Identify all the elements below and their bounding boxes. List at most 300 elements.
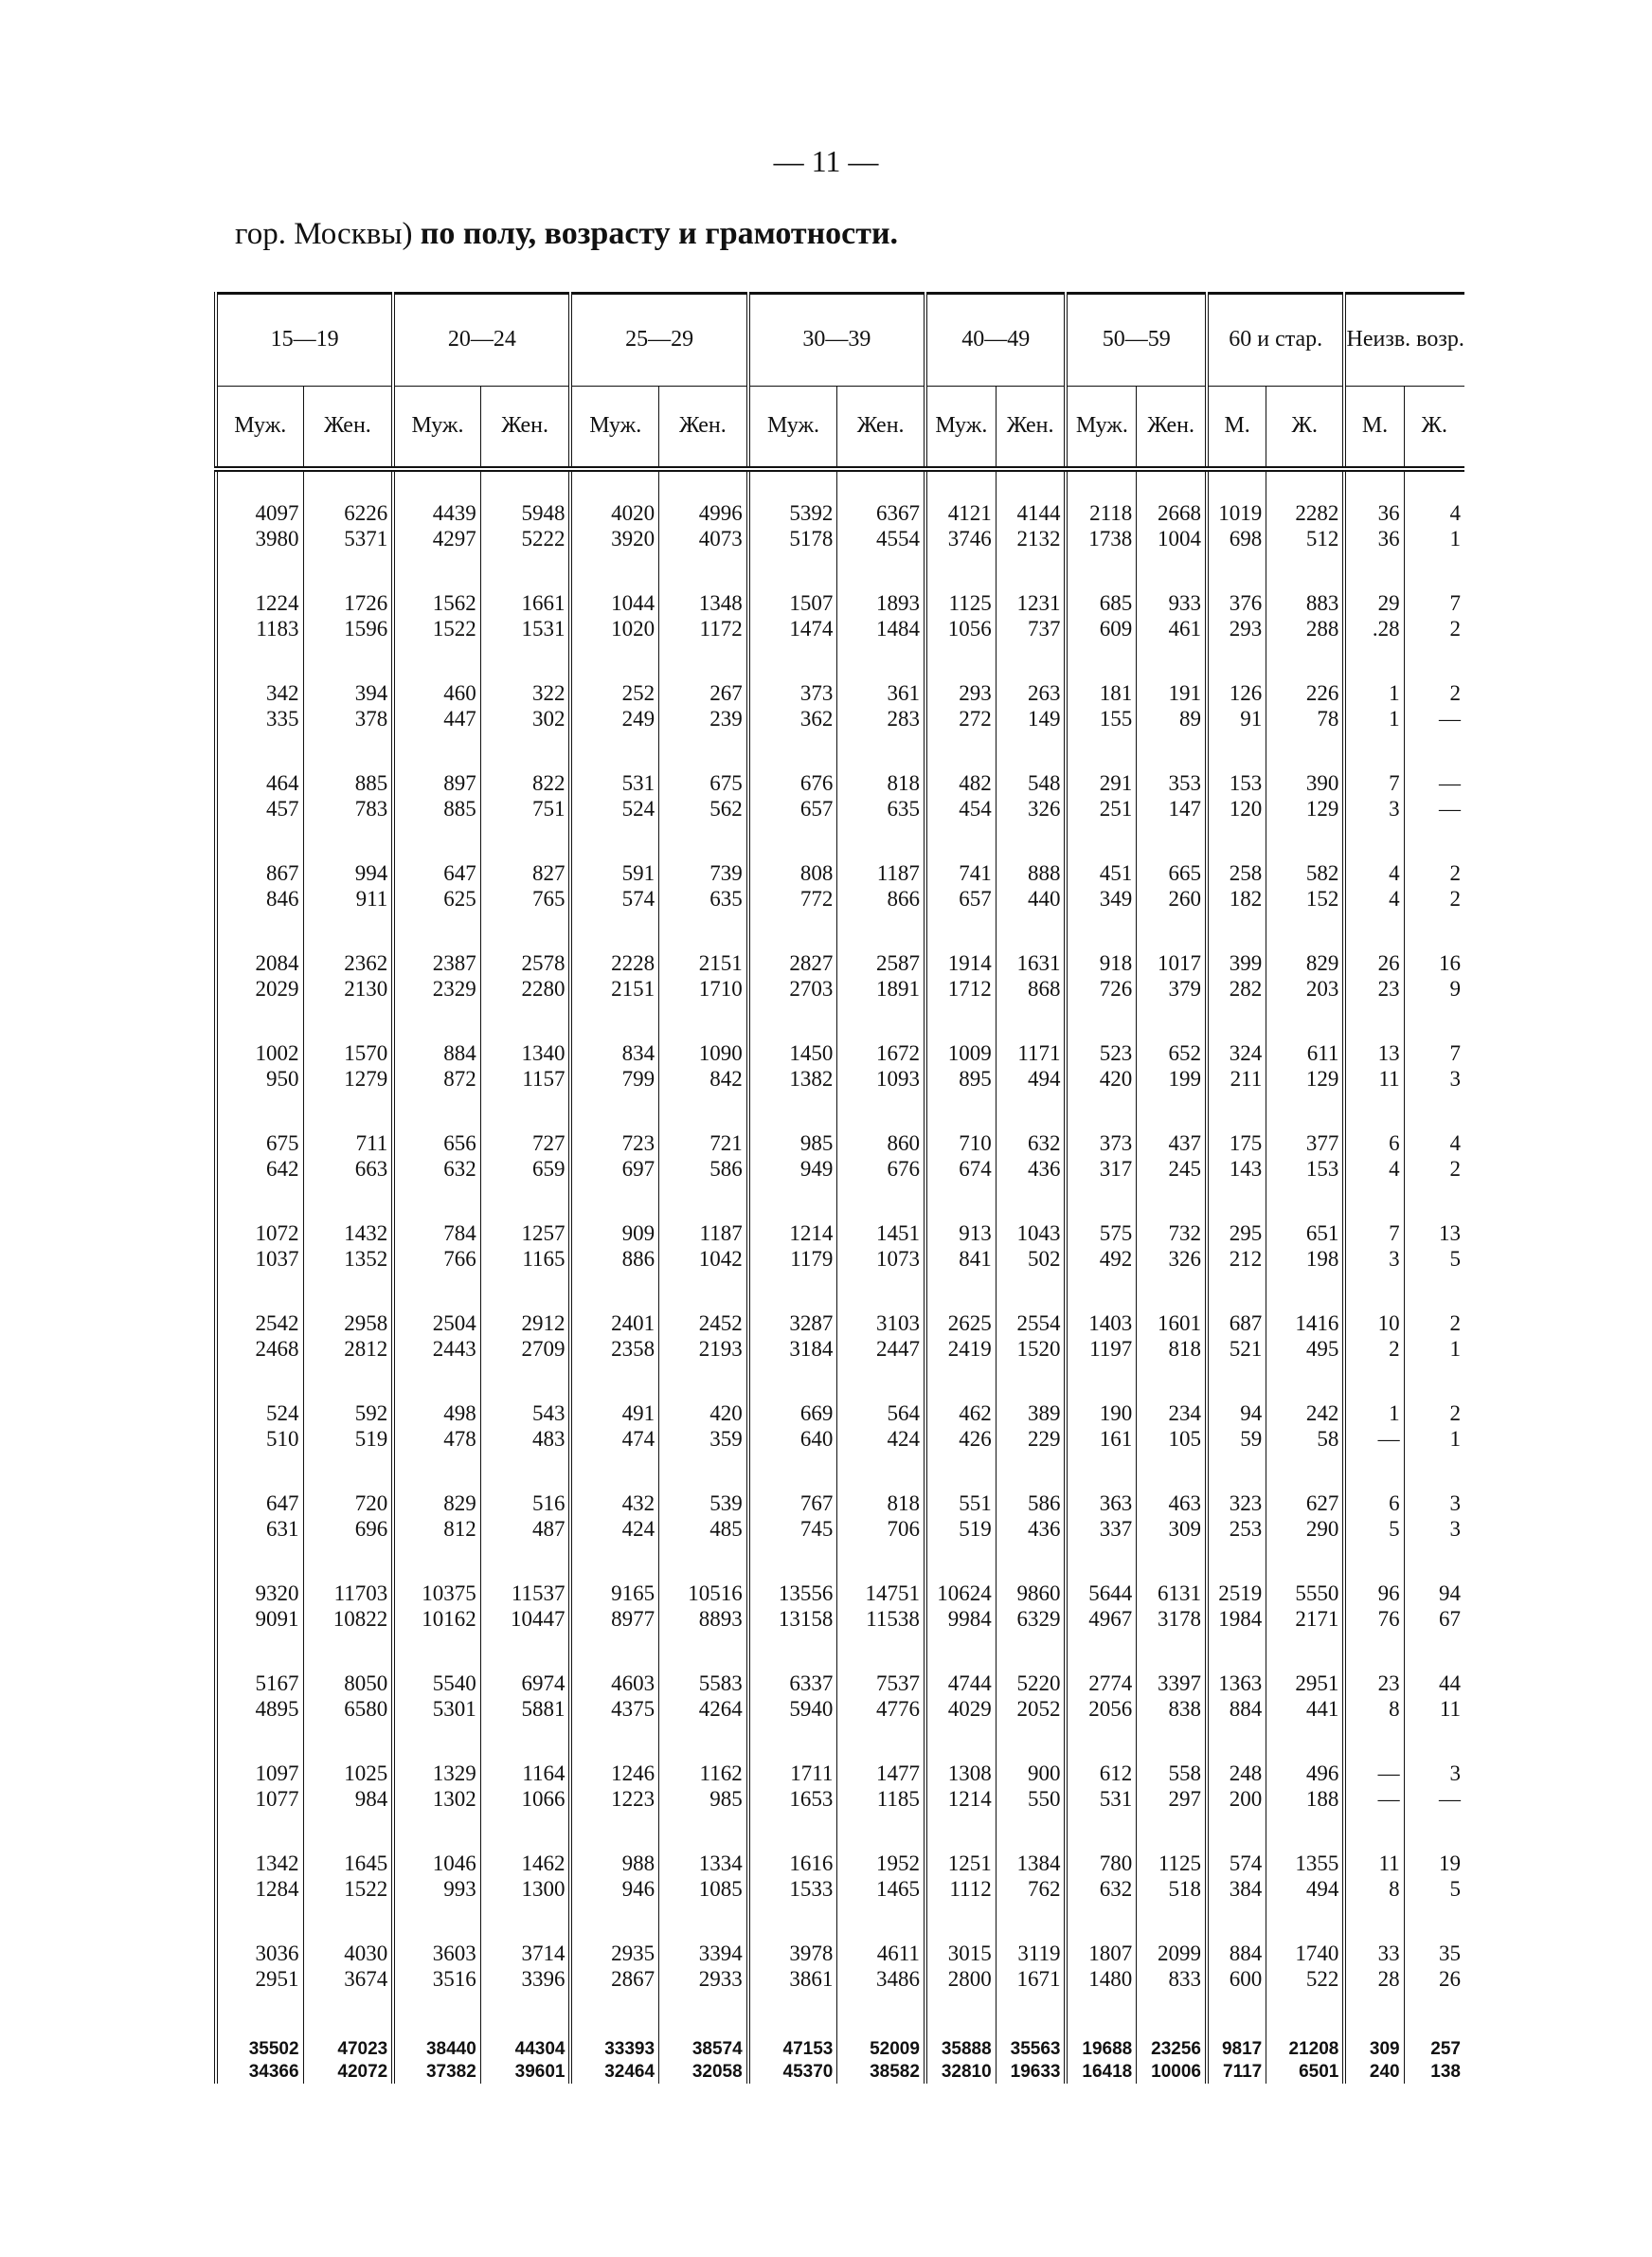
table-cell bbox=[570, 950, 658, 1040]
cell-value-lower: 1183 bbox=[256, 617, 299, 641]
cell-value-upper: 2958 bbox=[344, 1311, 388, 1335]
table-cell bbox=[1404, 950, 1464, 1040]
cell-value-upper: 5540 bbox=[432, 1671, 476, 1695]
cell-value-lower: 487 bbox=[531, 1517, 566, 1541]
cell-value-upper: 47153 bbox=[782, 2039, 834, 2059]
table-cell bbox=[996, 1220, 1066, 1310]
cell-value-lower: 868 bbox=[1027, 977, 1061, 1001]
table-cell bbox=[1404, 1941, 1464, 2031]
cell-value-lower: 457 bbox=[266, 797, 299, 821]
cell-value-upper: 353 bbox=[1168, 771, 1201, 795]
cell-value-lower: 838 bbox=[1168, 1697, 1201, 1721]
cell-value-upper: 676 bbox=[799, 771, 834, 795]
cell-value-lower: 147 bbox=[1168, 797, 1201, 821]
cell-value-lower: 3746 bbox=[947, 527, 992, 551]
cell-value-lower: 34366 bbox=[248, 2062, 299, 2082]
table-cell bbox=[1404, 1220, 1464, 1310]
cell-value-lower: 260 bbox=[1168, 887, 1201, 911]
cell-value-upper: 1355 bbox=[1295, 1851, 1339, 1875]
table-cell bbox=[925, 1220, 996, 1310]
cell-value-lower: 362 bbox=[799, 707, 834, 731]
table-cell bbox=[1207, 950, 1266, 1040]
cell-value-lower: 424 bbox=[887, 1427, 920, 1451]
cell-value-lower: 2933 bbox=[698, 1967, 743, 1991]
cell-value-upper: 1246 bbox=[611, 1761, 655, 1785]
table-body bbox=[216, 469, 1464, 2084]
table-cell bbox=[216, 680, 303, 770]
table-cell bbox=[996, 950, 1066, 1040]
cell-value-upper: 1329 bbox=[432, 1761, 476, 1785]
table-cell bbox=[1344, 770, 1404, 860]
table-cell bbox=[1404, 860, 1464, 950]
cell-value-lower: 9091 bbox=[255, 1607, 299, 1631]
cell-value-upper: 767 bbox=[799, 1491, 834, 1515]
cell-value-upper: 3015 bbox=[947, 1941, 992, 1965]
age-group-header: 20—24 bbox=[393, 294, 570, 387]
table-cell bbox=[1266, 1490, 1345, 1580]
cell-value-upper: 498 bbox=[443, 1401, 476, 1425]
cell-value-lower: 251 bbox=[1099, 797, 1133, 821]
cell-value-upper: 491 bbox=[621, 1401, 655, 1425]
cell-value-lower: 2709 bbox=[521, 1337, 566, 1361]
table-cell bbox=[393, 860, 480, 950]
cell-value-lower: 58 bbox=[1317, 1427, 1339, 1451]
table-cell bbox=[393, 1670, 480, 1760]
cell-value-lower: 698 bbox=[1229, 527, 1263, 551]
table-cell bbox=[748, 1851, 837, 1941]
cell-value-lower: 42072 bbox=[337, 2062, 388, 2082]
cell-value-upper: 6131 bbox=[1158, 1581, 1201, 1605]
table-cell bbox=[925, 680, 996, 770]
cell-value-lower: 282 bbox=[1229, 977, 1263, 1001]
table-cell bbox=[1137, 1220, 1207, 1310]
cell-value-upper: 376 bbox=[1229, 591, 1263, 615]
cell-value-lower: 2468 bbox=[255, 1337, 299, 1361]
cell-value-upper: 463 bbox=[1168, 1491, 1201, 1515]
cell-value-upper: 685 bbox=[1099, 591, 1133, 615]
cell-value-upper: 4439 bbox=[432, 501, 476, 525]
table-cell bbox=[659, 1220, 748, 1310]
table-cell bbox=[925, 860, 996, 950]
cell-value-lower: 5940 bbox=[789, 1697, 834, 1721]
cell-value-upper: 13 bbox=[1377, 1041, 1400, 1065]
cell-value-upper: 2519 bbox=[1218, 1581, 1263, 1605]
table-cell bbox=[1404, 1310, 1464, 1400]
table-cell bbox=[1266, 1310, 1345, 1400]
cell-value-lower: 161 bbox=[1099, 1427, 1133, 1451]
table-cell bbox=[925, 950, 996, 1040]
table-cell bbox=[996, 1490, 1066, 1580]
cell-value-lower: 2419 bbox=[947, 1337, 992, 1361]
table-cell bbox=[570, 680, 658, 770]
table-cell bbox=[996, 1310, 1066, 1400]
cell-value-lower: 483 bbox=[531, 1427, 566, 1451]
cell-value-lower: 659 bbox=[531, 1157, 566, 1181]
cell-value-upper: 612 bbox=[1099, 1761, 1133, 1785]
cell-value-upper: 4603 bbox=[611, 1671, 655, 1695]
cell-value-upper: 16 bbox=[1439, 951, 1461, 975]
table-cell bbox=[925, 590, 996, 680]
cell-value-upper: 2912 bbox=[521, 1311, 566, 1335]
cell-value-upper: 1616 bbox=[789, 1851, 834, 1875]
cell-value-lower: 609 bbox=[1099, 617, 1133, 641]
cell-value-upper: 5583 bbox=[698, 1671, 743, 1695]
cell-value-upper: 808 bbox=[799, 861, 834, 885]
cell-value-upper: 295 bbox=[1229, 1221, 1263, 1245]
table-cell bbox=[1137, 1040, 1207, 1130]
table-row bbox=[216, 1400, 1464, 1490]
cell-value-upper: 263 bbox=[1027, 681, 1061, 705]
cell-value-lower: 6580 bbox=[344, 1697, 388, 1721]
table-cell bbox=[1066, 1580, 1136, 1670]
table-row bbox=[216, 1760, 1464, 1851]
table-cell bbox=[1266, 500, 1345, 590]
table-cell bbox=[659, 1941, 748, 2031]
cell-value-upper: 2668 bbox=[1158, 501, 1201, 525]
cell-value-lower: 842 bbox=[709, 1067, 743, 1091]
cell-value-upper: 464 bbox=[266, 771, 299, 795]
cell-value-lower: 188 bbox=[1305, 1787, 1339, 1811]
cell-value-upper: 834 bbox=[621, 1041, 655, 1065]
table-cell bbox=[393, 1310, 480, 1400]
male-header: Муж. bbox=[393, 387, 480, 470]
cell-value-lower: 550 bbox=[1027, 1787, 1061, 1811]
table-cell bbox=[996, 680, 1066, 770]
cell-value-upper: 7537 bbox=[875, 1671, 920, 1695]
cell-value-upper: 234 bbox=[1168, 1401, 1201, 1425]
cell-value-upper: 6 bbox=[1389, 1131, 1400, 1155]
table-cell bbox=[216, 1220, 303, 1310]
table-cell bbox=[1344, 860, 1404, 950]
table-cell bbox=[1207, 1400, 1266, 1490]
cell-value-upper: 1914 bbox=[947, 951, 992, 975]
cell-value-upper: 7 bbox=[1449, 1041, 1461, 1065]
totals-row bbox=[216, 2031, 1464, 2084]
cell-value-upper: 651 bbox=[1305, 1221, 1339, 1245]
table-cell bbox=[1344, 1310, 1404, 1400]
table-cell bbox=[570, 860, 658, 950]
table-cell bbox=[1066, 590, 1136, 680]
cell-value-lower: 32464 bbox=[604, 2062, 655, 2082]
cell-value-upper: 1462 bbox=[521, 1851, 566, 1875]
cell-value-upper: 888 bbox=[1027, 861, 1061, 885]
table-cell bbox=[1066, 860, 1136, 950]
cell-value-upper: 1125 bbox=[948, 591, 992, 615]
table-cell bbox=[996, 1760, 1066, 1851]
cell-value-upper: 1231 bbox=[1016, 591, 1061, 615]
cell-value-lower: 249 bbox=[621, 707, 655, 731]
cell-value-upper: 669 bbox=[799, 1401, 834, 1425]
cell-value-lower: 1085 bbox=[698, 1877, 743, 1901]
table-cell bbox=[1266, 1851, 1345, 1941]
cell-value-lower: 89 bbox=[1179, 707, 1201, 731]
table-cell bbox=[659, 680, 748, 770]
table-cell bbox=[216, 1851, 303, 1941]
cell-value-upper: 1 bbox=[1389, 681, 1400, 705]
cell-value-upper: 390 bbox=[1305, 771, 1339, 795]
cell-value-upper: 6974 bbox=[521, 1671, 566, 1695]
table-cell bbox=[659, 950, 748, 1040]
table-cell bbox=[480, 1580, 570, 1670]
table-cell bbox=[570, 1400, 658, 1490]
cell-value-upper: 564 bbox=[887, 1401, 920, 1425]
cell-value-upper: 5550 bbox=[1295, 1581, 1339, 1605]
cell-value-upper: 11703 bbox=[333, 1581, 388, 1605]
cell-value-upper: 2228 bbox=[611, 951, 655, 975]
cell-value-lower: 1484 bbox=[875, 617, 920, 641]
cell-value-upper: 4 bbox=[1389, 861, 1400, 885]
table-cell bbox=[570, 770, 658, 860]
table-row bbox=[216, 1490, 1464, 1580]
cell-value-upper: 6367 bbox=[875, 501, 920, 525]
cell-value-upper: 496 bbox=[1305, 1761, 1339, 1785]
table-cell bbox=[1066, 1040, 1136, 1130]
cell-value-upper: 26 bbox=[1377, 951, 1400, 975]
table-cell bbox=[1266, 860, 1345, 950]
cell-value-upper: 1043 bbox=[1016, 1221, 1061, 1245]
cell-value-upper: 1711 bbox=[790, 1761, 834, 1785]
cell-value-lower: 2951 bbox=[255, 1967, 299, 1991]
cell-value-lower: 359 bbox=[709, 1427, 743, 1451]
cell-value-lower: 1480 bbox=[1088, 1967, 1133, 1991]
cell-value-lower: 1596 bbox=[344, 617, 388, 641]
table-cell bbox=[393, 2031, 480, 2084]
cell-value-lower: 4264 bbox=[698, 1697, 743, 1721]
cell-value-lower: 783 bbox=[354, 797, 388, 821]
cell-value-upper: 291 bbox=[1099, 771, 1133, 795]
cell-value-upper: 33393 bbox=[604, 2039, 655, 2059]
cell-value-lower: 1214 bbox=[947, 1787, 992, 1811]
table-cell bbox=[1266, 1400, 1345, 1490]
cell-value-lower: 950 bbox=[266, 1067, 299, 1091]
cell-value-lower: 23 bbox=[1377, 977, 1400, 1001]
table-cell bbox=[837, 1490, 925, 1580]
table-cell bbox=[748, 1130, 837, 1220]
table-cell bbox=[1207, 680, 1266, 770]
cell-value-upper: 3103 bbox=[875, 1311, 920, 1335]
cell-value-upper: 4 bbox=[1449, 501, 1461, 525]
male-header: Муж. bbox=[1066, 387, 1136, 470]
cell-value-upper: 539 bbox=[709, 1491, 743, 1515]
cell-value-upper: 913 bbox=[959, 1221, 992, 1245]
table-cell bbox=[748, 1580, 837, 1670]
cell-value-lower: 5881 bbox=[521, 1697, 566, 1721]
table-cell bbox=[480, 950, 570, 1040]
cell-value-lower: 3 bbox=[1389, 1247, 1400, 1271]
cell-value-upper: 1631 bbox=[1016, 951, 1061, 975]
age-group-header-row bbox=[216, 294, 1464, 387]
table-cell bbox=[748, 1310, 837, 1400]
cell-value-lower: 872 bbox=[443, 1067, 476, 1091]
cell-value-upper: 2401 bbox=[611, 1311, 655, 1335]
table-cell bbox=[570, 1851, 658, 1941]
table-cell bbox=[1266, 1760, 1345, 1851]
cell-value-lower: 993 bbox=[443, 1877, 476, 1901]
cell-value-lower: 1179 bbox=[790, 1247, 834, 1271]
cell-value-upper: 4996 bbox=[698, 501, 743, 525]
cell-value-upper: 1384 bbox=[1016, 1851, 1061, 1875]
table-cell bbox=[1207, 500, 1266, 590]
cell-value-upper: 1334 bbox=[698, 1851, 743, 1875]
cell-value-upper: 1019 bbox=[1218, 501, 1263, 525]
table-cell bbox=[480, 500, 570, 590]
cell-value-lower: 129 bbox=[1305, 1067, 1339, 1091]
cell-value-lower: 436 bbox=[1027, 1517, 1061, 1541]
cell-value-upper: 1451 bbox=[875, 1221, 920, 1245]
cell-value-upper: 2774 bbox=[1088, 1671, 1133, 1695]
cell-value-lower: 495 bbox=[1305, 1337, 1339, 1361]
table-row bbox=[216, 1130, 1464, 1220]
cell-value-upper: 1171 bbox=[1017, 1041, 1061, 1065]
table-cell bbox=[837, 1941, 925, 2031]
table-cell bbox=[925, 1130, 996, 1220]
cell-value-lower: 5 bbox=[1389, 1517, 1400, 1541]
cell-value-lower: 1 bbox=[1449, 527, 1461, 551]
table-cell bbox=[1137, 1670, 1207, 1760]
table-cell bbox=[1344, 1851, 1404, 1941]
cell-value-lower: 1520 bbox=[1016, 1337, 1061, 1361]
cell-value-lower: 8 bbox=[1389, 1697, 1400, 1721]
cell-value-lower: 1710 bbox=[698, 977, 743, 1001]
cell-value-lower: 138 bbox=[1430, 2062, 1461, 2082]
cell-value-upper: 11537 bbox=[511, 1581, 566, 1605]
female-header: Жен. bbox=[480, 387, 570, 470]
cell-value-lower: 436 bbox=[1027, 1157, 1061, 1181]
cell-value-upper: 257 bbox=[1430, 2039, 1461, 2059]
cell-value-lower: 642 bbox=[266, 1157, 299, 1181]
cell-value-upper: 35502 bbox=[248, 2039, 299, 2059]
cell-value-upper: 1340 bbox=[521, 1041, 566, 1065]
cell-value-upper: 784 bbox=[443, 1221, 476, 1245]
cell-value-lower: 3184 bbox=[789, 1337, 834, 1361]
cell-value-lower: 1 bbox=[1389, 707, 1400, 731]
cell-value-upper: 1601 bbox=[1158, 1311, 1201, 1335]
table-cell bbox=[1137, 1490, 1207, 1580]
table-cell bbox=[1137, 1941, 1207, 2031]
cell-value-upper: 7 bbox=[1449, 591, 1461, 615]
cell-value-upper: 5948 bbox=[521, 501, 566, 525]
cell-value-lower: 454 bbox=[959, 797, 992, 821]
cell-value-upper: 342 bbox=[266, 681, 299, 705]
table-cell bbox=[570, 1490, 658, 1580]
table-cell bbox=[748, 860, 837, 950]
cell-value-upper: 191 bbox=[1168, 681, 1201, 705]
cell-value-lower: 2151 bbox=[611, 977, 655, 1001]
cell-value-lower: 2867 bbox=[611, 1967, 655, 1991]
cell-value-upper: 1125 bbox=[1158, 1851, 1201, 1875]
table-cell bbox=[216, 1490, 303, 1580]
cell-value-lower: 676 bbox=[887, 1157, 920, 1181]
table-cell bbox=[1266, 950, 1345, 1040]
cell-value-lower: 697 bbox=[621, 1157, 655, 1181]
table-cell bbox=[748, 1941, 837, 2031]
male-header: М. bbox=[1344, 387, 1404, 470]
cell-value-upper: 3978 bbox=[789, 1941, 834, 1965]
table-cell bbox=[996, 1851, 1066, 1941]
cell-value-lower: 726 bbox=[1099, 977, 1133, 1001]
table-cell bbox=[748, 770, 837, 860]
female-header: Жен. bbox=[1137, 387, 1207, 470]
cell-value-upper: 35563 bbox=[1010, 2039, 1061, 2059]
cell-value-lower: 1157 bbox=[522, 1067, 566, 1091]
table-cell bbox=[570, 2031, 658, 2084]
cell-value-lower: 886 bbox=[621, 1247, 655, 1271]
table-cell bbox=[925, 1670, 996, 1760]
cell-value-lower: 8 bbox=[1389, 1877, 1400, 1901]
table-cell bbox=[1404, 2031, 1464, 2084]
cell-value-lower: 11 bbox=[1378, 1067, 1400, 1091]
table-row bbox=[216, 680, 1464, 770]
table-cell bbox=[1266, 770, 1345, 860]
cell-value-upper: 884 bbox=[443, 1041, 476, 1065]
table-cell bbox=[748, 950, 837, 1040]
table-cell bbox=[1066, 2031, 1136, 2084]
cell-value-lower: 1653 bbox=[789, 1787, 834, 1811]
table-cell bbox=[1066, 680, 1136, 770]
table-cell bbox=[303, 1760, 393, 1851]
table-cell bbox=[1207, 1220, 1266, 1310]
cell-value-upper: 727 bbox=[531, 1131, 566, 1155]
cell-value-lower: 203 bbox=[1305, 977, 1339, 1001]
cell-value-lower: 152 bbox=[1305, 887, 1339, 911]
cell-value-lower: 1984 bbox=[1218, 1607, 1263, 1631]
cell-value-lower: 3178 bbox=[1158, 1607, 1201, 1631]
cell-value-lower: 317 bbox=[1099, 1157, 1133, 1181]
cell-value-upper: 23256 bbox=[1151, 2039, 1201, 2059]
cell-value-lower: — bbox=[1377, 1427, 1400, 1451]
cell-value-upper: 44 bbox=[1439, 1671, 1461, 1695]
cell-value-upper: 482 bbox=[959, 771, 992, 795]
table-cell bbox=[393, 1220, 480, 1310]
cell-value-lower: 818 bbox=[1168, 1337, 1201, 1361]
table-cell bbox=[1266, 1220, 1345, 1310]
female-header: Жен. bbox=[996, 387, 1066, 470]
sex-header-row bbox=[216, 387, 1464, 470]
cell-value-lower: 1165 bbox=[522, 1247, 566, 1271]
cell-value-upper: 818 bbox=[887, 1491, 920, 1515]
table-cell bbox=[1207, 1670, 1266, 1760]
table-cell bbox=[837, 950, 925, 1040]
cell-value-lower: 10822 bbox=[332, 1607, 388, 1631]
table-cell bbox=[1404, 1400, 1464, 1490]
table-row bbox=[216, 1941, 1464, 2031]
cell-value-upper: 4144 bbox=[1016, 501, 1061, 525]
cell-value-upper: 884 bbox=[1229, 1941, 1263, 1965]
cell-value-lower: 4 bbox=[1389, 887, 1400, 911]
cell-value-upper: 4097 bbox=[255, 501, 299, 525]
table-cell bbox=[748, 680, 837, 770]
cell-value-upper: 2542 bbox=[255, 1311, 299, 1335]
cell-value-upper: 1072 bbox=[255, 1221, 299, 1245]
table-cell bbox=[837, 1670, 925, 1760]
cell-value-lower: 522 bbox=[1305, 1967, 1339, 1991]
cell-value-upper: 2 bbox=[1449, 1401, 1461, 1425]
table-cell bbox=[1344, 1760, 1404, 1851]
cell-value-lower: 2703 bbox=[789, 977, 834, 1001]
table-row bbox=[216, 1580, 1464, 1670]
cell-value-upper: 252 bbox=[621, 681, 655, 705]
cell-value-lower: 1382 bbox=[789, 1067, 834, 1091]
cell-value-lower: 5301 bbox=[432, 1697, 476, 1721]
table-cell bbox=[1137, 770, 1207, 860]
cell-value-lower: 200 bbox=[1229, 1787, 1263, 1811]
cell-value-upper: 732 bbox=[1168, 1221, 1201, 1245]
table-cell bbox=[480, 590, 570, 680]
table-cell bbox=[1066, 770, 1136, 860]
male-header: Муж. bbox=[748, 387, 837, 470]
heading-prefix: гор. Москвы) bbox=[235, 217, 413, 251]
cell-value-lower: 245 bbox=[1168, 1157, 1201, 1181]
